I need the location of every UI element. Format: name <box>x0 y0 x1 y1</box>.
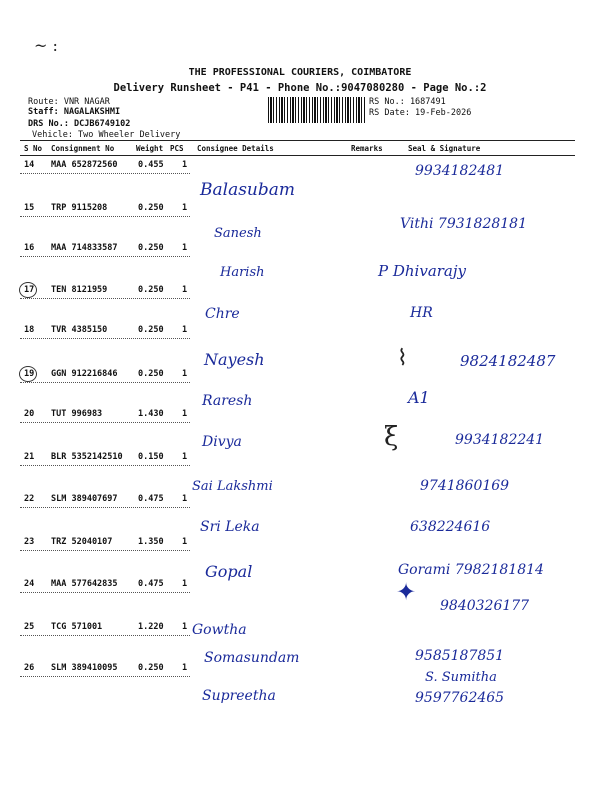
row-weight: 0.455 <box>138 160 164 170</box>
rs-date: RS Date: 19-Feb-2026 <box>369 108 472 118</box>
row-sno: 25 <box>24 622 35 632</box>
drs-label: DRS No.: DCJB6749102 <box>28 119 131 129</box>
row-separator <box>20 422 190 423</box>
row-separator <box>20 592 190 593</box>
row-separator <box>20 382 190 383</box>
hw-name: Sri Leka <box>200 519 260 535</box>
hw-signature: S. Sumitha <box>425 670 497 685</box>
hw-name: Sai Lakshmi <box>192 479 273 494</box>
row-pcs: 1 <box>182 325 188 335</box>
row-sno: 24 <box>24 579 35 589</box>
row-consignment: MAA 577642835 <box>51 579 118 589</box>
row-consignment: TRP 9115208 <box>51 203 108 213</box>
row-sno: 17 <box>24 285 35 295</box>
hw-name: Divya <box>202 434 242 450</box>
row-sno: 23 <box>24 537 35 547</box>
row-separator <box>20 676 190 677</box>
row-weight: 0.250 <box>138 243 164 253</box>
row-separator <box>20 465 190 466</box>
staff-label: Staff: NAGALAKSHMI <box>28 107 121 117</box>
col-consignment: Consignment No <box>51 144 115 153</box>
col-sno: S No <box>24 144 43 153</box>
row-separator <box>20 256 190 257</box>
row-consignment: SLM 389410095 <box>51 663 118 673</box>
row-pcs: 1 <box>182 622 188 632</box>
row-separator <box>20 507 190 508</box>
hw-name: Somasundam <box>204 650 300 666</box>
row-weight: 0.250 <box>138 325 164 335</box>
row-separator <box>20 338 190 339</box>
hw-signature: HR <box>410 305 433 321</box>
hw-name: Harish <box>220 265 265 280</box>
row-pcs: 1 <box>182 160 188 170</box>
row-weight: 0.475 <box>138 494 164 504</box>
row-weight: 1.350 <box>138 537 164 547</box>
row-sno: 15 <box>24 203 35 213</box>
row-weight: 1.220 <box>138 622 164 632</box>
row-separator <box>20 550 190 551</box>
row-separator <box>20 635 190 636</box>
col-consignee: Consignee Details <box>197 144 274 153</box>
hw-signature: 9741860169 <box>420 478 510 494</box>
hw-signature: 9597762465 <box>415 690 505 706</box>
hw-name: Gopal <box>205 562 253 581</box>
row-pcs: 1 <box>182 452 188 462</box>
hw-name: Supreetha <box>202 688 276 704</box>
row-pcs: 1 <box>182 409 188 419</box>
row-sno: 21 <box>24 452 35 462</box>
row-sno: 19 <box>24 369 35 379</box>
row-pcs: 1 <box>182 494 188 504</box>
col-weight: Weight <box>136 144 164 153</box>
row-pcs: 1 <box>182 663 188 673</box>
circle-mark <box>19 366 37 382</box>
col-pcs: PCS <box>170 144 184 153</box>
circle-mark <box>19 282 37 298</box>
row-weight: 0.250 <box>138 663 164 673</box>
row-weight: 1.430 <box>138 409 164 419</box>
hw-name: Balasubam <box>200 180 296 200</box>
row-weight: 0.250 <box>138 203 164 213</box>
row-weight: 0.250 <box>138 285 164 295</box>
row-sno: 22 <box>24 494 35 504</box>
row-weight: 0.250 <box>138 369 164 379</box>
col-seal: Seal & Signature <box>408 144 481 153</box>
route-label: Route: VNR NAGAR <box>28 97 110 107</box>
hw-signature: 9824182487 <box>460 352 556 370</box>
row-separator <box>20 216 190 217</box>
vehicle-label: Vehicle: Two Wheeler Delivery <box>32 130 181 140</box>
header-rule-bottom <box>20 155 575 156</box>
hw-signature: 9585187851 <box>415 648 505 664</box>
row-sno: 18 <box>24 325 35 335</box>
hw-signature: Vithi 7931828181 <box>400 216 527 232</box>
row-pcs: 1 <box>182 203 188 213</box>
row-pcs: 1 <box>182 243 188 253</box>
row-weight: 0.475 <box>138 579 164 589</box>
col-remarks: Remarks <box>351 144 383 153</box>
row-weight: 0.150 <box>138 452 164 462</box>
row-pcs: 1 <box>182 579 188 589</box>
hw-scribble: ξ <box>384 422 399 452</box>
header-rule-top <box>20 140 575 141</box>
company-title: THE PROFESSIONAL COURIERS, COIMBATORE <box>188 67 412 78</box>
rs-number: RS No.: 1687491 <box>369 97 446 107</box>
runsheet-subtitle: Delivery Runsheet - P41 - Phone No.:9047080280 - Page No.:2 <box>113 82 487 94</box>
runsheet-barcode <box>268 97 366 123</box>
hw-name: Sanesh <box>214 226 262 241</box>
row-consignment: TCG 571001 <box>51 622 103 632</box>
row-consignment: SLM 389407697 <box>51 494 118 504</box>
row-consignment: GGN 912216846 <box>51 369 118 379</box>
hw-signature: 638224616 <box>410 519 491 535</box>
row-pcs: 1 <box>182 537 188 547</box>
row-consignment: MAA 714833587 <box>51 243 118 253</box>
row-consignment: BLR 5352142510 <box>51 452 123 462</box>
hw-signature: P Dhivarajy <box>378 262 467 280</box>
row-sno: 14 <box>24 160 35 170</box>
hw-signature: 9934182481 <box>415 163 505 179</box>
hw-scribble: ⌇ <box>397 346 408 371</box>
row-sno: 16 <box>24 243 35 253</box>
row-consignment: TUT 996983 <box>51 409 103 419</box>
row-sno: 26 <box>24 663 35 673</box>
hw-scribble: ✦ <box>396 578 417 606</box>
row-consignment: TVR 4385150 <box>51 325 108 335</box>
row-separator <box>20 298 190 299</box>
row-pcs: 1 <box>182 369 188 379</box>
row-consignment: TEN 8121959 <box>51 285 108 295</box>
hw-name: Chre <box>205 306 240 322</box>
row-sno: 20 <box>24 409 35 419</box>
row-consignment: TRZ 52040107 <box>51 537 113 547</box>
hw-name: Gowtha <box>192 622 247 638</box>
hw-signature: 9840326177 <box>440 598 530 614</box>
row-separator <box>20 173 190 174</box>
corner-scribble: ~ : <box>34 36 58 55</box>
hw-signature: Gorami 7982181814 <box>398 562 544 578</box>
hw-signature: 9934182241 <box>455 432 545 448</box>
row-consignment: MAA 652872560 <box>51 160 118 170</box>
hw-signature: A1 <box>408 388 430 407</box>
hw-name: Nayesh <box>204 350 265 369</box>
row-pcs: 1 <box>182 285 188 295</box>
hw-name: Raresh <box>202 393 253 409</box>
